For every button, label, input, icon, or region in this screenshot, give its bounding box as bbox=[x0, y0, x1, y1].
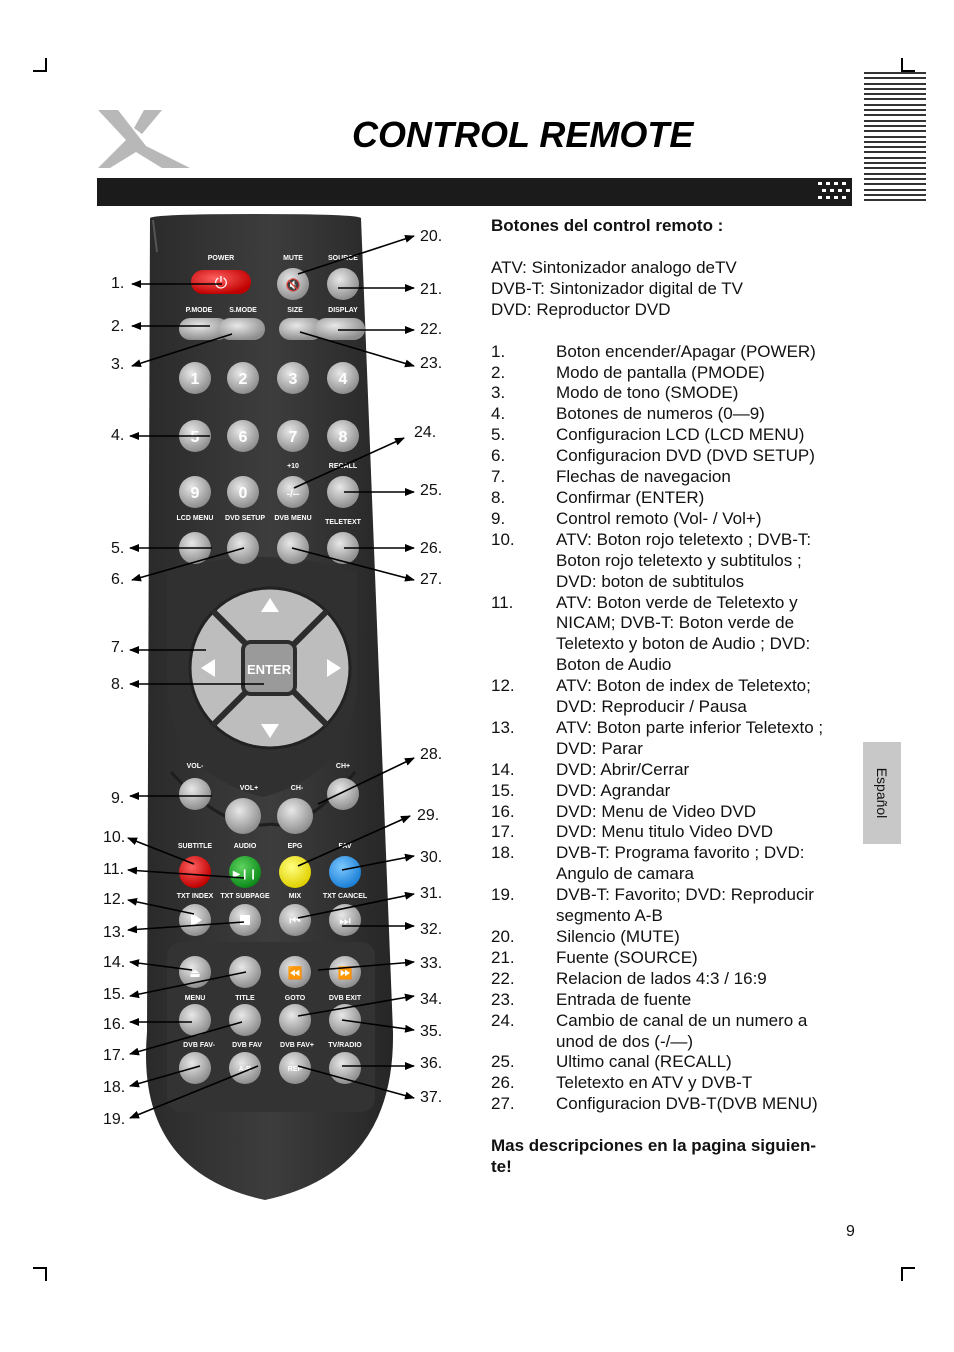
callout-28: 28. bbox=[420, 746, 443, 763]
list-item-number: 10. bbox=[491, 529, 515, 549]
label-ch-minus: CH- bbox=[290, 785, 304, 792]
forward-icon: ⏩ bbox=[337, 966, 353, 980]
list-item-number: 4. bbox=[491, 404, 506, 424]
list-item-number: 19. bbox=[491, 885, 515, 905]
list-item bbox=[491, 781, 851, 802]
list-item-number: 24. bbox=[491, 1010, 515, 1030]
list-item-number: 7. bbox=[491, 467, 506, 487]
number-2: 2 bbox=[238, 371, 248, 388]
list-item-text bbox=[556, 363, 851, 384]
list-item bbox=[491, 822, 851, 843]
label-menu: MENU bbox=[184, 995, 206, 1002]
intro-line: DVD: Reproductor DVD bbox=[491, 299, 671, 319]
label-dvb-fav-minus: DVB FAV- bbox=[183, 1042, 215, 1049]
list-item-text bbox=[556, 948, 851, 969]
callout-34: 34. bbox=[420, 991, 443, 1008]
callout-33: 33. bbox=[420, 955, 443, 972]
list-item-line: Boton rojo teletexto y subtitulos ; bbox=[556, 550, 802, 570]
list-item-number: 12. bbox=[491, 676, 515, 696]
list-item bbox=[491, 446, 851, 467]
list-item-line: Fuente (SOURCE) bbox=[556, 947, 698, 967]
list-item-line: ATV: Boton parte inferior Teletexto ; bbox=[556, 717, 824, 737]
power-icon: ⏻ bbox=[214, 273, 228, 292]
number-5: 5 bbox=[190, 429, 200, 446]
rep-label: REP bbox=[287, 1066, 303, 1073]
list-item-line: Modo de pantalla (PMODE) bbox=[556, 362, 765, 382]
list-item bbox=[491, 1073, 851, 1094]
callout-3: 3. bbox=[111, 356, 125, 373]
callout-35: 35. bbox=[420, 1023, 443, 1040]
label-vol-minus: VOL- bbox=[186, 763, 204, 770]
list-item-text bbox=[556, 488, 851, 509]
mute-icon: 🔇 bbox=[285, 278, 301, 292]
list-item-number: 3. bbox=[491, 383, 506, 403]
list-item-text bbox=[556, 1052, 851, 1073]
list-item bbox=[491, 843, 851, 885]
label-vol-plus: VOL+ bbox=[239, 785, 259, 792]
list-item bbox=[491, 760, 851, 781]
list-item-number: 11. bbox=[491, 592, 514, 612]
callout-36: 36. bbox=[420, 1055, 443, 1072]
footer-note: te! bbox=[491, 1157, 512, 1177]
prev-track-icon: ⏮ bbox=[289, 914, 301, 929]
page-number: 9 bbox=[846, 1223, 855, 1240]
number-7: 7 bbox=[288, 429, 298, 446]
list-item bbox=[491, 885, 851, 927]
list-item-number: 13. bbox=[491, 717, 515, 737]
callout-31: 31. bbox=[420, 885, 443, 902]
callout-5: 5. bbox=[111, 540, 125, 557]
intro-line: DVB-T: Sintonizador digital de TV bbox=[491, 278, 743, 298]
callout-7: 7. bbox=[111, 639, 125, 656]
list-item-number: 16. bbox=[491, 801, 515, 821]
number-dash: -/-- bbox=[286, 489, 300, 500]
list-item-line: unod de dos (-/—) bbox=[556, 1031, 694, 1051]
list-item bbox=[491, 718, 851, 760]
list-item-line: Teletexto en ATV y DVB-T bbox=[556, 1073, 753, 1093]
list-item-line: DVB-T: Favorito; DVD: Reproducir bbox=[556, 885, 814, 905]
list-item-line: Boton de Audio bbox=[556, 655, 672, 675]
list-item-number: 8. bbox=[491, 487, 506, 507]
list-item-number: 1. bbox=[491, 341, 506, 361]
label-epg: EPG bbox=[287, 843, 303, 850]
list-item-line: Configuracion DVB-T(DVB MENU) bbox=[556, 1094, 818, 1114]
list-item bbox=[491, 383, 851, 404]
list-item-text bbox=[556, 446, 851, 467]
play-pause-icon: ▶❙❙ bbox=[232, 869, 258, 880]
label-dvd-setup: DVD SETUP bbox=[224, 515, 266, 522]
list-item-number: 6. bbox=[491, 446, 506, 466]
number-6: 6 bbox=[238, 429, 248, 446]
footer-note: Mas descripciones en la pagina siguien- bbox=[491, 1136, 816, 1156]
list-item bbox=[491, 488, 851, 509]
list-item-line: DVD: Reproducir / Pausa bbox=[556, 697, 747, 717]
list-item-line: Cambio de canal de un numero a bbox=[556, 1010, 808, 1030]
label-ch-plus: CH+ bbox=[335, 763, 351, 770]
list-item-line: segmento A-B bbox=[556, 906, 663, 926]
list-item-line: Silencio (MUTE) bbox=[556, 927, 680, 946]
callout-2: 2. bbox=[111, 318, 125, 335]
list-item-text bbox=[556, 467, 851, 488]
label-teletext: TELETEXT bbox=[325, 519, 361, 526]
list-item bbox=[491, 969, 851, 990]
callout-20: 20. bbox=[420, 228, 443, 245]
label-pmode: P.MODE bbox=[185, 307, 213, 314]
list-item-text bbox=[556, 781, 851, 802]
list-item-text bbox=[556, 760, 851, 781]
list-item-line: Confirmar (ENTER) bbox=[556, 487, 705, 507]
label-dvb-fav-plus: DVB FAV+ bbox=[280, 1042, 314, 1049]
list-item-number: 26. bbox=[491, 1073, 515, 1093]
list-item bbox=[491, 425, 851, 446]
label-dvb-fav: DVB FAV bbox=[232, 1042, 262, 1049]
label-goto: GOTO bbox=[284, 995, 306, 1002]
callout-17: 17. bbox=[103, 1047, 126, 1064]
callout-9: 9. bbox=[111, 790, 125, 807]
list-item-line: Control remoto (Vol- / Vol+) bbox=[556, 508, 762, 528]
list-item-line: DVD: Abrir/Cerrar bbox=[556, 759, 690, 779]
list-item-number: 2. bbox=[491, 362, 506, 382]
callout-19: 19. bbox=[103, 1111, 126, 1128]
rewind-icon: ⏪ bbox=[287, 966, 303, 980]
label-source: SOURCE bbox=[328, 255, 358, 262]
callout-15: 15. bbox=[103, 986, 126, 1003]
callout-26: 26. bbox=[420, 540, 443, 557]
list-item-number: 18. bbox=[491, 843, 515, 863]
list-item-text bbox=[556, 990, 851, 1011]
list-item bbox=[491, 363, 851, 384]
number-4: 4 bbox=[338, 371, 348, 388]
list-item bbox=[491, 509, 851, 530]
next-track-icon: ⏭ bbox=[339, 914, 351, 929]
label-plus10: +10 bbox=[287, 463, 299, 470]
list-item-line: DVD: Parar bbox=[556, 738, 643, 758]
callout-23: 23. bbox=[420, 355, 443, 372]
list-item bbox=[491, 948, 851, 969]
list-item-number: 20. bbox=[491, 927, 515, 946]
button-description-list bbox=[491, 342, 851, 1116]
callout-18: 18. bbox=[103, 1079, 126, 1096]
label-txt-index: TXT INDEX bbox=[176, 893, 214, 900]
callout-37: 37. bbox=[420, 1089, 443, 1106]
list-item-text bbox=[556, 843, 851, 885]
list-item-line: Boton encender/Apagar (POWER) bbox=[556, 341, 816, 361]
callout-30: 30. bbox=[420, 849, 443, 866]
list-item-line: NICAM; DVB-T: Boton verde de bbox=[556, 613, 795, 633]
list-item-text bbox=[556, 802, 851, 823]
list-item-line: Botones de numeros (0—9) bbox=[556, 404, 765, 424]
callout-10: 10. bbox=[103, 829, 126, 846]
list-item-text bbox=[556, 927, 851, 948]
label-dvb-exit: DVB EXIT bbox=[328, 995, 362, 1002]
list-item-line: ATV: Boton de index de Teletexto; bbox=[556, 676, 811, 696]
label-power: POWER bbox=[207, 255, 235, 262]
list-item-line: DVD: boton de subtitulos bbox=[556, 571, 745, 591]
list-item-line: Modo de tono (SMODE) bbox=[556, 383, 739, 403]
callout-4: 4. bbox=[111, 427, 125, 444]
list-item-text bbox=[556, 718, 851, 760]
list-item-text bbox=[556, 425, 851, 446]
list-item-line: Configuracion LCD (LCD MENU) bbox=[556, 425, 805, 445]
intro-line: ATV: Sintonizador analogo deTV bbox=[491, 257, 737, 277]
list-item bbox=[491, 1011, 851, 1053]
section-heading: Botones del control remoto : bbox=[491, 216, 724, 235]
callout-13: 13. bbox=[103, 924, 126, 941]
label-display: DISPLAY bbox=[328, 307, 358, 314]
list-item-text bbox=[556, 969, 851, 990]
eject-icon: ⏏ bbox=[189, 966, 201, 980]
callout-1: 1. bbox=[111, 275, 125, 292]
callout-11: 11. bbox=[103, 861, 125, 878]
number-0: 0 bbox=[238, 485, 248, 502]
list-item-text bbox=[556, 383, 851, 404]
list-item-line: Teletexto y boton de Audio ; DVD: bbox=[556, 634, 811, 654]
list-item-text bbox=[556, 1094, 851, 1115]
list-item-number: 23. bbox=[491, 989, 515, 1009]
label-txt-subpage: TXT SUBPAGE bbox=[220, 893, 270, 900]
list-item-text bbox=[556, 822, 851, 843]
list-item bbox=[491, 404, 851, 425]
list-item bbox=[491, 676, 851, 718]
list-item-line: DVD: Menu titulo Video DVD bbox=[556, 822, 774, 842]
list-item-number: 22. bbox=[491, 968, 515, 988]
label-size: SIZE bbox=[287, 307, 303, 314]
language-tab-label: Español bbox=[874, 767, 890, 819]
label-dvb-menu: DVB MENU bbox=[274, 515, 312, 522]
list-item bbox=[491, 467, 851, 488]
description-column bbox=[491, 216, 851, 1178]
list-item bbox=[491, 1094, 851, 1115]
list-item-line: DVB-T: Programa favorito ; DVD: bbox=[556, 843, 805, 863]
list-item-line: DVD: Agrandar bbox=[556, 780, 671, 800]
list-item bbox=[491, 342, 851, 363]
list-item bbox=[491, 802, 851, 823]
callout-22: 22. bbox=[420, 321, 443, 338]
callout-14: 14. bbox=[103, 954, 126, 971]
list-item-number: 14. bbox=[491, 759, 515, 779]
callout-27: 27. bbox=[420, 571, 443, 588]
list-item-number: 21. bbox=[491, 947, 515, 967]
label-tv-radio: TV/RADIO bbox=[328, 1042, 362, 1049]
list-item-text bbox=[556, 509, 851, 530]
label-mix: MIX bbox=[288, 893, 302, 900]
label-mute: MUTE bbox=[283, 255, 303, 262]
label-title: TITLE bbox=[235, 995, 255, 1002]
label-smode: S.MODE bbox=[229, 307, 257, 314]
list-item-number: 27. bbox=[491, 1094, 515, 1114]
callout-21: 21. bbox=[420, 281, 443, 298]
list-item-text bbox=[556, 593, 851, 677]
label-txt-cancel: TXT CANCEL bbox=[322, 893, 368, 900]
list-item-line: Entrada de fuente bbox=[556, 989, 692, 1009]
callout-6: 6. bbox=[111, 571, 125, 588]
list-item-line: Relacion de lados 4:3 / 16:9 bbox=[556, 968, 767, 988]
list-item-number: 5. bbox=[491, 425, 506, 445]
list-item-number: 25. bbox=[491, 1052, 515, 1072]
number-8: 8 bbox=[338, 429, 348, 446]
list-item-number: 9. bbox=[491, 508, 506, 528]
list-item-line: Flechas de navegacion bbox=[556, 467, 731, 487]
list-item-number: 15. bbox=[491, 780, 515, 800]
list-item bbox=[491, 927, 851, 948]
list-item-text bbox=[556, 676, 851, 718]
list-item-text bbox=[556, 885, 851, 927]
label-audio: AUDIO bbox=[233, 843, 257, 850]
callout-25: 25. bbox=[420, 482, 443, 499]
label-subtitle: SUBTITLE bbox=[177, 843, 213, 850]
list-item bbox=[491, 530, 851, 593]
list-item bbox=[491, 593, 851, 677]
list-item-text bbox=[556, 404, 851, 425]
list-item-text bbox=[556, 1073, 851, 1094]
callout-16: 16. bbox=[103, 1016, 126, 1033]
list-item bbox=[491, 1052, 851, 1073]
list-item-line: DVD: Menu de Video DVD bbox=[556, 801, 757, 821]
list-item-number: 17. bbox=[491, 822, 515, 842]
callout-8: 8. bbox=[111, 676, 125, 693]
callout-32: 32. bbox=[420, 921, 443, 938]
callout-12: 12. bbox=[103, 891, 126, 908]
list-item bbox=[491, 990, 851, 1011]
list-item-line: ATV: Boton verde de Teletexto y bbox=[556, 592, 798, 612]
callout-29: 29. bbox=[417, 807, 440, 824]
list-item-line: Configuracion DVD (DVD SETUP) bbox=[556, 446, 815, 466]
label-lcd-menu: LCD MENU bbox=[176, 515, 214, 522]
list-item-text bbox=[556, 530, 851, 593]
page-title: CONTROL REMOTE bbox=[352, 114, 694, 155]
number-3: 3 bbox=[288, 371, 298, 388]
ab-label: A-B bbox=[238, 1066, 252, 1073]
enter-label: ENTER bbox=[246, 662, 292, 677]
list-item-text bbox=[556, 342, 851, 363]
number-9: 9 bbox=[190, 485, 200, 502]
list-item-line: ATV: Boton rojo teletexto ; DVB-T: bbox=[556, 529, 812, 549]
callout-24: 24. bbox=[414, 424, 437, 441]
label-fav: FAV bbox=[338, 843, 352, 850]
label-recall: RECALL bbox=[328, 463, 358, 470]
list-item-line: Ultimo canal (RECALL) bbox=[556, 1052, 732, 1072]
number-1: 1 bbox=[190, 371, 200, 388]
list-item-text bbox=[556, 1011, 851, 1053]
list-item-line: Angulo de camara bbox=[556, 864, 694, 884]
